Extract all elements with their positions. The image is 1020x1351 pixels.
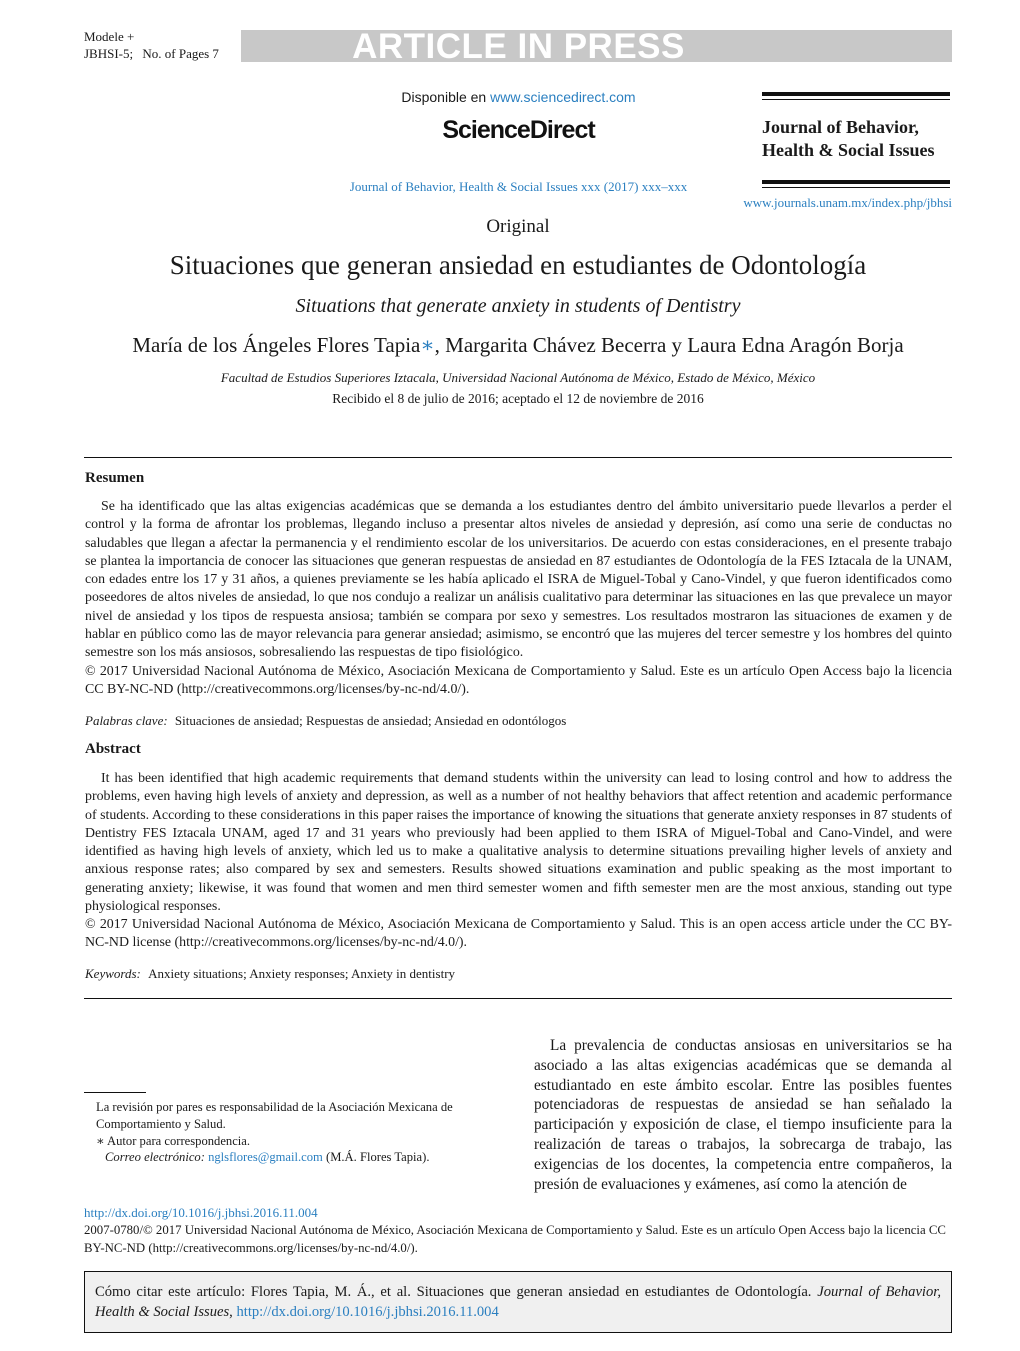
doi-link[interactable]: http://dx.doi.org/10.1016/j.jbhsi.2016.11.004 bbox=[84, 1205, 318, 1220]
email-owner: (M.Á. Flores Tapia). bbox=[326, 1150, 430, 1165]
model-line: Modele + bbox=[84, 29, 135, 44]
article-type: Original bbox=[486, 216, 550, 237]
article-title-en: Situations that generate anxiety in students of Dentistry bbox=[295, 295, 741, 317]
footnote-review: La revisión por pares es responsabilidad de la Asociación Mexicana de Comportamiento y Salud. bbox=[96, 1100, 453, 1131]
citation-separator: , bbox=[229, 1304, 233, 1320]
author-list bbox=[84, 333, 952, 358]
keywords-es-label: Palabras clave: bbox=[85, 713, 168, 728]
keywords-es bbox=[85, 713, 952, 729]
abstract-text: It has been identified that high academic requirements that demand students within the university can lead to losing control and how to address the problems, even having high levels of anxiety and depression, as well as a number of not healthy behaviors that affect retention and academic performance of students. According to these considerations in this paper raises the importance of knowing the situations that generate anxiety responses in 87 students of Dentistry FES Iztacala UNAM, aged 17 and 31 years who previously had been applied to them ISRA of Miguel-Tobal and Cano-Vindel, and were identified as having high levels of anxiety, which led us to make a qualitative analysis to determine situations prevailing higher levels of anxiety and anxious response rates; also compared by sex and semesters. Results showed situations examination and public speaking as the most important to generating anxiety; likewise, it was found that women and men third semester women and fifth semester men are the most anxious, standing out type physiological responses. bbox=[85, 771, 952, 915]
footnotes bbox=[84, 1099, 505, 1166]
resumen-heading: Resumen bbox=[85, 470, 145, 486]
abstract-top-rule bbox=[84, 457, 952, 458]
footnote-email bbox=[84, 1149, 505, 1166]
footnote-corr-mark: ∗ bbox=[96, 1133, 105, 1148]
ref-line bbox=[84, 45, 219, 62]
affiliation: Facultad de Estudios Superiores Iztacala, Universidad Nacional Autónoma de México, Estado de México, México bbox=[220, 370, 816, 385]
resumen-copyright: © 2017 Universidad Nacional Autónoma de México, Asociación Mexicana de Comportamiento y Salud. Este es un artículo Open Access bajo la licencia CC BY-NC-ND (http://creativecommons.org/licenses/by-nc-nd/4.0/). bbox=[85, 664, 952, 698]
article-in-press-label: ARTICLE IN PRESS bbox=[352, 27, 685, 66]
citation-journal: Journal of Behavior, Health & Social Issues bbox=[95, 1284, 941, 1320]
issn-copyright-line: 2007-0780/© 2017 Universidad Nacional Autónoma de México, Asociación Mexicana de Comportamiento y Salud. Este es un artículo Open Access bajo la licencia CC BY-NC-ND (http://creativecommons.org/licenses/by-nc-nd/4.0/). bbox=[84, 1223, 946, 1255]
abstract-copyright: © 2017 Universidad Nacional Autónoma de México, Asociación Mexicana de Comportamiento y Salud. This is an open access article under the CC BY-NC-ND license (http://creativecommons.org/licenses/by-nc-nd/4.0/). bbox=[85, 917, 952, 951]
author-1: María de los Ángeles Flores Tapia bbox=[132, 333, 421, 357]
journal-rule-top-thick bbox=[762, 92, 950, 96]
abstract-heading: Abstract bbox=[85, 741, 141, 757]
footnote-corr-text: Autor para correspondencia. bbox=[107, 1133, 251, 1148]
ref-code: JBHSI-5; bbox=[84, 46, 134, 61]
received-dates: Recibido el 8 de julio de 2016; aceptado el 12 de noviembre de 2016 bbox=[332, 391, 704, 406]
journal-rule-bottom-thick bbox=[762, 180, 950, 184]
journal-rule-top-thin bbox=[762, 99, 950, 100]
citation-box bbox=[84, 1271, 952, 1333]
journal-rule-bottom-thin bbox=[762, 187, 950, 188]
journal-name bbox=[762, 116, 952, 162]
running-header bbox=[84, 28, 219, 62]
email-link[interactable]: nglsflores@gmail.com bbox=[208, 1150, 323, 1165]
footnote-rule bbox=[84, 1092, 146, 1093]
availability-line bbox=[300, 89, 737, 105]
keywords-en-values: Anxiety situations; Anxiety responses; Anxiety in dentistry bbox=[148, 966, 456, 981]
authors-rest: , Margarita Chávez Becerra y Laura Edna Aragón Borja bbox=[434, 333, 904, 357]
keywords-en-label: Keywords: bbox=[85, 966, 141, 981]
journal-url-link[interactable]: www.journals.unam.mx/index.php/jbhsi bbox=[743, 195, 952, 210]
sciencedirect-link[interactable]: www.sciencedirect.com bbox=[490, 89, 636, 105]
availability-prefix: Disponible en bbox=[401, 89, 487, 105]
journal-name-line-1: Journal of Behavior, bbox=[762, 117, 919, 137]
abstract-bottom-rule bbox=[84, 998, 952, 999]
footnote-corresponding bbox=[84, 1133, 505, 1150]
journal-name-line-2: Health & Social Issues bbox=[762, 140, 935, 160]
citation-doi-link[interactable]: http://dx.doi.org/10.1016/j.jbhsi.2016.11.004 bbox=[236, 1304, 499, 1320]
article-title-es: Situaciones que generan ansiedad en estudiantes de Odontología bbox=[169, 250, 867, 280]
page-count: No. of Pages 7 bbox=[142, 46, 219, 61]
email-label: Correo electrónico: bbox=[105, 1150, 205, 1165]
journal-citation-line[interactable]: Journal of Behavior, Health & Social Issues xxx (2017) xxx–xxx bbox=[349, 179, 688, 194]
body-paragraph: La prevalencia de conductas ansiosas en universitarios se ha asociado a las altas exigencias académicas que se demanda al estudiantado en este ámbito escolar. Entre las posibles fuentes potenciadoras de respuestas de ansiedad se han señalado la participación y exposición de clase, el tiempo insuficiente para la realización de tareas o trabajos, la sobrecarga de trabajo, las exigencias de los docentes, la competencia entre compañeros, la presión de evaluaciones y exámenes, así como la atención de bbox=[534, 1037, 952, 1193]
keywords-en bbox=[85, 966, 952, 982]
keywords-es-values: Situaciones de ansiedad; Respuestas de ansiedad; Ansiedad en odontólogos bbox=[174, 713, 567, 728]
resumen-text: Se ha identificado que las altas exigencias académicas que se demanda a los estudiantes dentro del ámbito universitario puede llevarlos a perder el control y la forma de afrontar los problemas, llegando incluso a presentar altos niveles de ansiedad y depresión, así como una serie de conductas no saludables que llegan a afectar la permanencia y el rendimiento escolar de los universitarios. De acuerdo con estas consideraciones, en el presente trabajo se plantea la importancia de conocer las situaciones que generan respuestas de ansiedad en 87 estudiantes de Odontología de la FES Iztacala de la UNAM, con edades entre los 17 y 31 años, a quienes previamente se les había aplicado el ISRA de Miguel-Tobal y Cano-Vindel, y que fueron identificados como poseedores de altos niveles de ansiedad, lo que nos condujo a realizar un análisis cualitativo para determinar las situaciones en las que prevalece un mayor nivel de ansiedad y los tipos de respuesta ansiosa; también se compara por sexo y semestres. Los resultados mostraron las situaciones de examen y de hablar en público como las de mayor relevancia para generar ansiedad; asimismo, se encontró que las mujeres del tercer semestre y los hombres del quinto semestre son los más ansiosos, sobresaliendo las respuestas de tipo fisiológico. bbox=[85, 499, 952, 661]
citation-prefix: Cómo citar este artículo: Flores Tapia, M. Á., et al. Situaciones que generan ansiedad en estudiantes de Odontología. bbox=[95, 1284, 812, 1300]
corresponding-author-mark[interactable]: ∗ bbox=[420, 333, 435, 357]
sciencedirect-logo: ScienceDirect bbox=[442, 116, 595, 144]
